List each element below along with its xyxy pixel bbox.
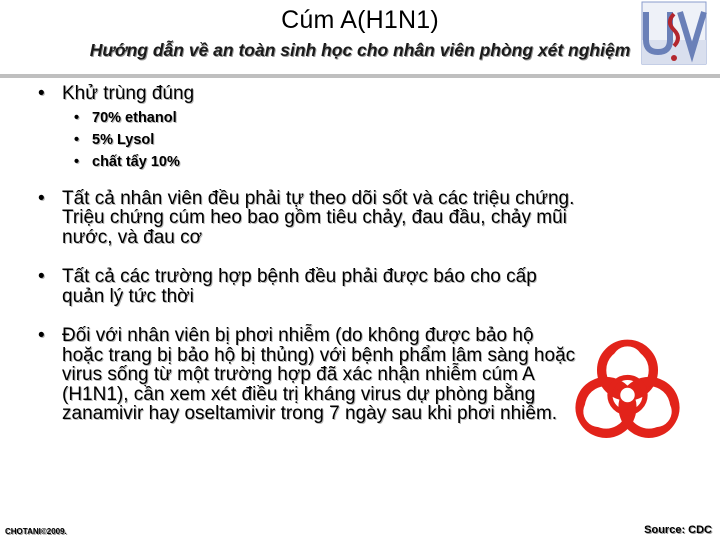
biohazard-icon [565,335,690,455]
bullet-item [38,84,578,173]
bullet-text: Khử trùng đúng [62,83,195,104]
university-logo-icon [640,0,708,66]
bullet-marker: • [38,83,45,104]
sub-bullet-item [74,151,578,173]
bullet-marker: • [38,325,45,346]
bullet-list [38,84,578,444]
sub-bullet-list [62,107,578,173]
source-footer: Source: CDC [644,524,712,536]
slide-title: Cúm A(H1N1) [281,6,439,34]
bullet-item [38,267,578,306]
sub-bullet-marker: • [74,131,80,148]
sub-bullet-text: 70% ethanol [92,109,177,126]
sub-bullet-item [74,107,578,129]
copyright-footer: CHOTANI©2009. [5,527,67,536]
sub-bullet-text: 5% Lysol [92,131,155,148]
bullet-text: Tất cả các trường hợp bệnh đều phải được báo cho cấp quản lý tức thời [62,266,537,307]
bullet-item [38,189,578,248]
slide-subtitle: Hướng dẫn về an toàn sinh học cho nhân viên phòng xét nghiệm [89,40,631,60]
bullet-text: Đối với nhân viên bị phơi nhiễm (do không được bảo hộ hoặc trang bị bảo hộ bị thủng) với bệnh phẩm lâm sàng hoặc virus sống từ một trường hợp đã xác nhận nhiễm cúm A (H1N1), cần xem xét điều trị kháng virus dự phòng bằng zanamivir hay oseltamivir trong 7 ngày sau khi phơi nhiễm. [62,325,576,424]
sub-bullet-marker: • [74,109,80,126]
header-divider [0,74,720,78]
sub-bullet-item [74,129,578,151]
sub-bullet-text: chất tẩy 10% [92,153,180,170]
bullet-text: Tất cả nhân viên đều phải tự theo dõi sốt và các triệu chứng. Triệu chứng cúm heo bao gồm tiêu chảy, đau đầu, chảy mũi nước, và đau cơ [62,187,575,248]
bullet-marker: • [38,187,45,209]
bullet-marker: • [38,266,45,287]
bullet-item [38,326,578,424]
sub-bullet-marker: • [74,153,80,170]
